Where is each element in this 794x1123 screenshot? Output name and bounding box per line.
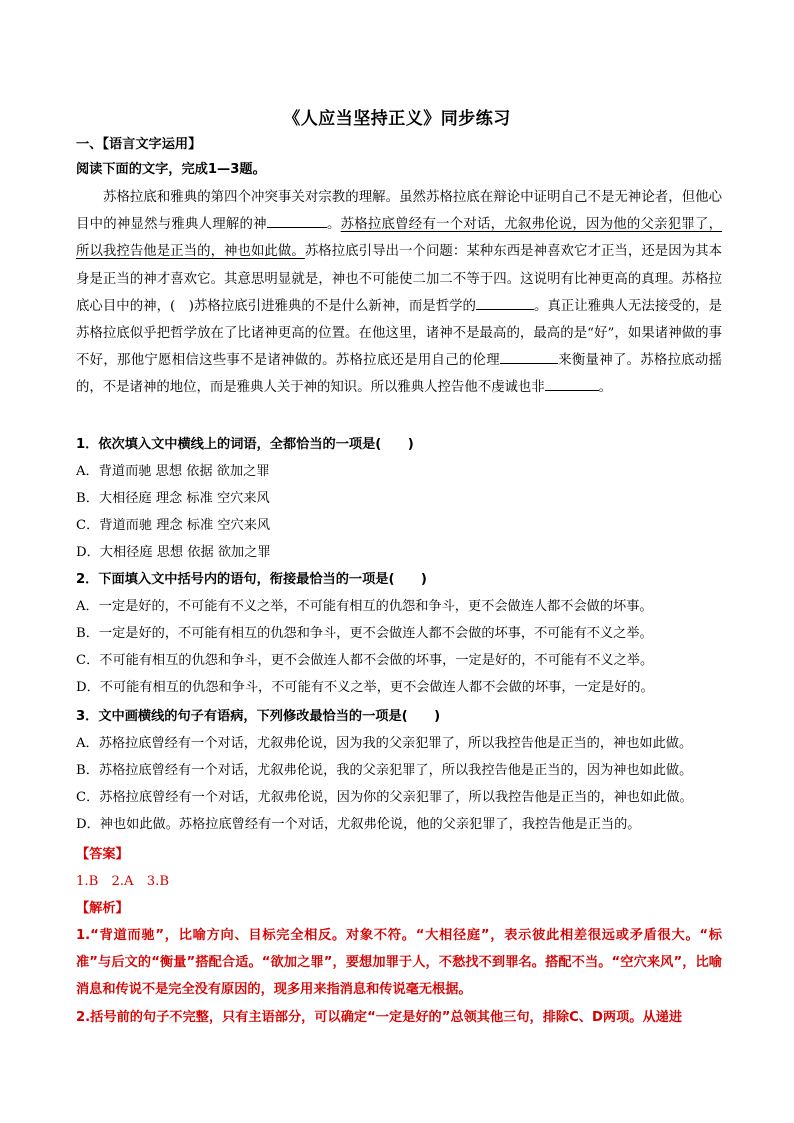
reading-passage — [76, 184, 722, 402]
question-2-option-d: D．不可能有相互的仇怨和争斗，不可能有不义之举，更不会做连人都不会做的坏事，一定是好的。 — [76, 680, 654, 695]
passage-text: 。真正让雅典人无法接受的，是苏格拉底似乎把哲学放在了比诸神更高的位置。在他这里，诸神不是最高的，最高的是“好”，如果诸神做的事不好，那他宁愿相信这些事不是诸神做的。苏格拉底还是用自己的伦理 — [76, 298, 722, 369]
underlined-sentence: 苏格拉底曾经有一个对话，尤叙弗伦说，因为他的父亲犯罪了，所以我控告他是正当的，神也如此做。 — [76, 217, 723, 260]
analysis-heading: 【解析】 — [76, 901, 129, 916]
question-1-option-c: C．背道而驰 理念 标准 空穴来风 — [76, 518, 271, 533]
question-3-option-b: B．苏格拉底曾经有一个对话，尤叙弗伦说，我的父亲犯罪了，所以我控告他是正当的，因为神也如此做。 — [76, 763, 693, 778]
answer-heading: 【答案】 — [76, 847, 129, 862]
question-2-stem: 2．下面填入文中括号内的语句，衔接最恰当的一项是( ) — [76, 572, 427, 587]
reading-instruction: 阅读下面的文字，完成1—3题。 — [76, 162, 266, 177]
passage-text: 苏格拉底引导出一个问题：某种东西是神喜欢它才正当，还是因为其本身是正当的神才喜欢它。其意思明显就是，神也不可能使二加二不等于四。这说明有比神更高的真理。苏格拉底心目中的神，( )苏格拉底引进雅典的不是什么新神，而是哲学的 — [76, 244, 723, 314]
section-heading: 一、【语言文字运用】 — [76, 137, 202, 152]
question-3-option-a: A．苏格拉底曾经有一个对话，尤叙弗伦说，因为我的父亲犯罪了，所以我控告他是正当的，神也如此做。 — [76, 736, 693, 751]
question-3-option-c: C．苏格拉底曾经有一个对话，尤叙弗伦说，因为你的父亲犯罪了，所以我控告他是正当的，神也如此做。 — [76, 790, 693, 805]
question-1-option-a: A．背道而驰 思想 依据 欲加之罪 — [76, 464, 270, 479]
passage-text: 。 — [326, 217, 341, 233]
fill-blank-4 — [545, 378, 599, 391]
question-3-option-d: D．神也如此做。苏格拉底曾经有一个对话，尤叙弗伦说，他的父亲犯罪了，我控告他是正当的。 — [76, 817, 641, 832]
document-title: 《人应当坚持正义》同步练习 — [283, 109, 511, 129]
question-2-option-a: A．一定是好的，不可能有不义之举，不可能有相互的仇怨和争斗，更不会做连人都不会做的坏事。 — [76, 599, 653, 614]
question-3-stem: 3．文中画横线的句子有语病，下列修改最恰当的一项是( ) — [76, 709, 441, 724]
question-1-option-b: B．大相径庭 理念 标准 空穴来风 — [76, 491, 270, 506]
fill-blank-3 — [500, 351, 558, 364]
analysis-item-1: 1.“背道而驰”，比喻方向、目标完全相反。对象不符。“大相径庭”，表示彼此相差很远或矛盾很大。“标准”与后文的“衡量”搭配合适。“欲加之罪”，要想加罪于人，不愁找不到罪名。搭配不当。“空穴来风”，比喻消息和传说不是完全没有原因的，现多用来指消息和传说毫无根据。 — [76, 928, 722, 998]
question-2-option-c: C．不可能有相互的仇怨和争斗，更不会做连人都不会做的坏事，一定是好的，不可能有不义之举。 — [76, 653, 654, 668]
analysis-item-2: 2.括号前的句子不完整，只有主语部分，可以确定“一定是好的”总领其他三句，排除C、D两项。从递进 — [76, 1010, 683, 1025]
passage-text: 苏格拉底和雅典的第四个冲突事关对宗教的理解。虽然苏格拉底在辩论中证明自己不是无神论者，但他心目中的神显然与雅典人理解的神 — [76, 190, 722, 233]
fill-blank-1 — [267, 215, 327, 228]
passage-text: 来衡量神了。苏格拉底动摇的，不是诸神的地位，而是雅典人关于神的知识。所以雅典人控告他不虔诚也非 — [76, 353, 722, 396]
answer-values: 1.B 2.A 3.B — [76, 874, 170, 889]
question-1-option-d: D．大相径庭 思想 依据 欲加之罪 — [76, 545, 271, 560]
question-1-stem: 1．依次填入文中横线上的词语，全都恰当的一项是( ) — [76, 437, 414, 452]
question-2-option-b: B．一定是好的，不可能有相互的仇怨和争斗，更不会做连人都不会做的坏事，不可能有不义之举。 — [76, 626, 653, 641]
fill-blank-2 — [476, 297, 534, 310]
passage-text: 。 — [598, 380, 613, 396]
